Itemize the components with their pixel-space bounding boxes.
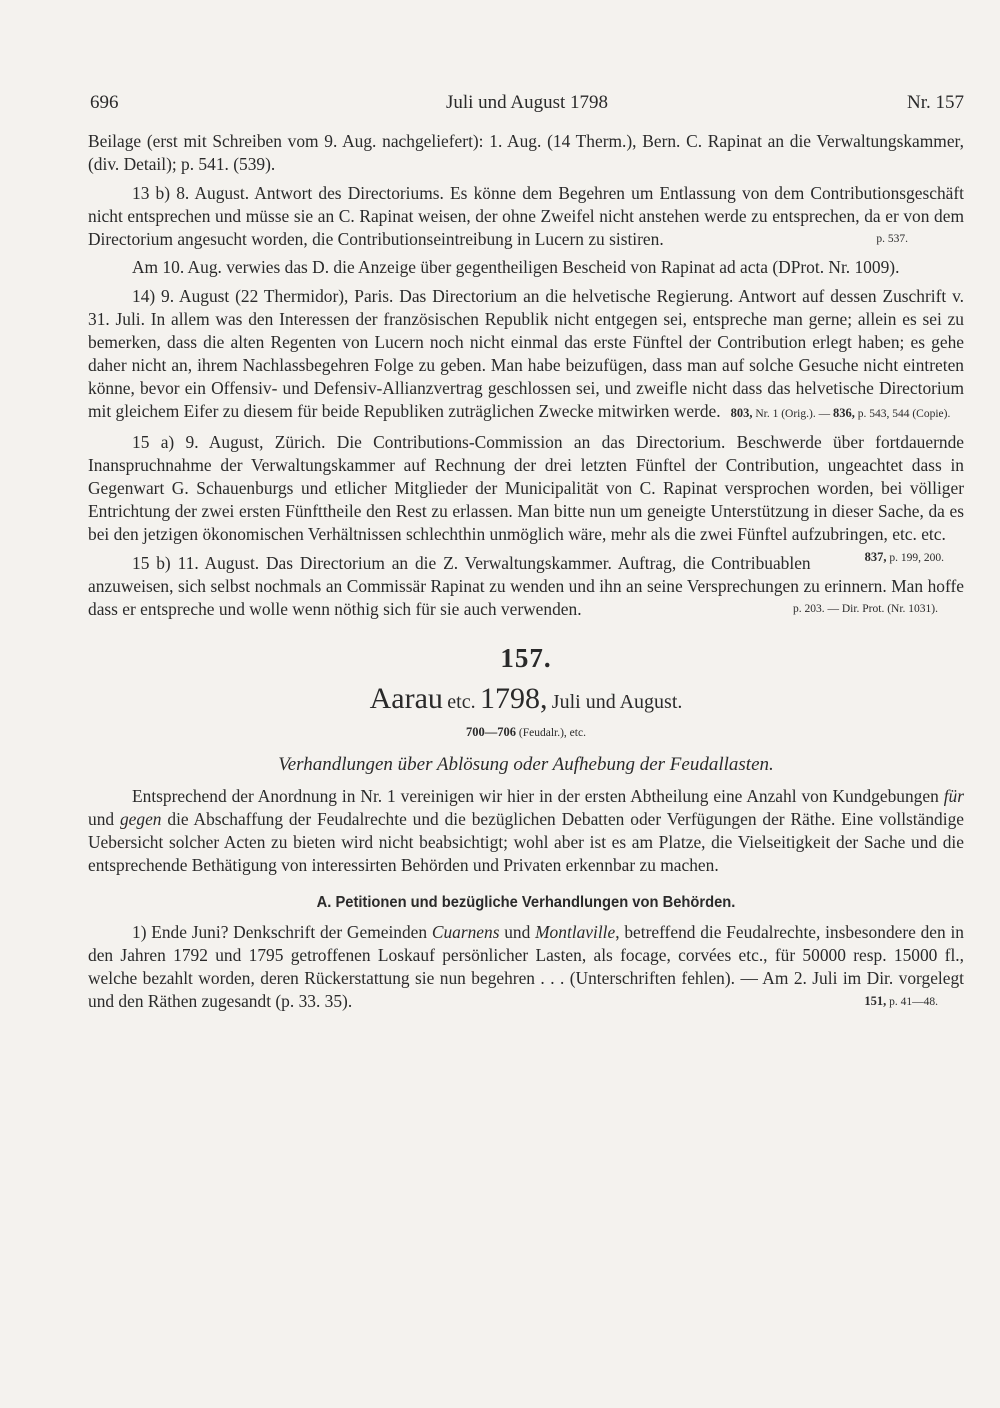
source-reference: 803, Nr. 1 (Orig.). — 836, p. 543, 544 (Copie). — [730, 405, 951, 420]
paragraph-beilage: Beilage (erst mit Schreiben vom 9. Aug. nachgeliefert): 1. Aug. (14 Therm.), Bern. C. Rapinat an die Verwaltungskammer, (div. Detail); p. 541. (539). — [88, 131, 964, 174]
subsection-heading: A. Petitionen und bezügliche Verhandlungen von Behörden. — [316, 893, 736, 911]
paragraph-entry-1: 1) Ende Juni? Denkschrift der Gemeinden Cuarnens und Montlaville, betreffend die Feudalrechte, insbesondere den in den Jahren 1792 und 1795 getroffenen Loskauf persönlicher Lasten, als focage, corvées etc., für 50000 resp. 15000 fl., welche bezahlt worden, deren Rückerstattung sie nun begehren . . . (Unterschriften fehlen). — Am 2. Juli im Dir. vorgelegt und den Räthen zugesandt (p. 33. 35). 151, p. 41—48. — [88, 921, 964, 1013]
page-body — [88, 130, 964, 1019]
paragraph-introduction: Entsprechend der Anordnung in Nr. 1 vereinigen wir hier in der ersten Abtheilung eine Anzahl von Kundgebungen für und gegen die Abschaffung der Feudalrechte und die bezüglichen Debatten oder Verfügungen der Räthe. Eine vollständige Uebersicht solcher Acten zu bieten wird nicht beabsichtigt; wohl aber ist es am Platze, die Vielseitigkeit der Sache und die entsprechende Bethätigung von interessirten Behörden und Privaten erkennbar zu machen. — [88, 785, 964, 875]
document-number: 157. — [500, 642, 552, 673]
paragraph-am-10-aug: Am 10. Aug. verwies das D. die Anzeige über gegentheiligen Bescheid von Rapinat ad acta (DProt. Nr. 1009). — [132, 257, 900, 278]
source-reference: p. 203. — Dir. Prot. (Nr. 1031). — [792, 602, 938, 615]
page-number: 696 — [90, 92, 119, 113]
paragraph-13b: 13 b) 8. August. Antwort des Directoriums. Es könne dem Begehren um Entlassung von dem Contributionsgeschäft nicht entsprechen und müsse sie an C. Rapinat weisen, der ohne Zweifel nicht anstehen werde zu entsprechen, da er von dem Directorium angesucht worden, die Contributionseintreibung in Lucern zu sistiren. p. 537. — [88, 182, 964, 249]
source-reference: 837, p. 199, 200. — [864, 550, 944, 565]
document-subject-heading: Verhandlungen über Ablösung oder Aufhebung der Feudallasten. — [278, 753, 774, 775]
source-reference: 151, p. 41—48. — [864, 993, 938, 1008]
document-title: Aarau etc. 1798, Juli und August. — [369, 681, 683, 715]
paragraph-14: 14) 9. August (22 Thermidor), Paris. Das Directorium an die helvetische Regierung. Antwort auf dessen Zuschrift v. 31. Juli. In allem was den Interessen der französischen Republik nicht entgegen sei, entspreche man gerne; allein es sei zu bemerken, dass die alten Regenten von Lucern noch nicht einmal das erste Fünftel der Contribution erlegt haben; es gehe daher nicht an, ihrem Nachlassbegehren Folge zu geben. Man habe beizufügen, dass man auf solche Gesuche nicht eintreten könne, bevor ein Offensiv- und Defensiv-Allianzvertrag geschlossen sei, und zweifle nicht dass das helvetische Directorium mit gleichem Eifer zu diesem für beide Republiken zuträglichen Zwecke mitwirken werde. 803, Nr. 1 (Orig.). — 836, p. 543, 544 (Copie). — [88, 285, 964, 421]
document-source-reference: 700—706 (Feudalr.), etc. — [466, 724, 586, 739]
source-reference: p. 537. — [876, 232, 908, 245]
section-number-header: Nr. 157 — [907, 92, 964, 113]
running-title: Juli und August 1798 — [445, 92, 609, 113]
paragraph-15b: 15 b) 11. August. Das Directorium an die Z. Verwaltungskammer. Auftrag, die Contribuablen anzuweisen, sich selbst nochmals an Commissär Rapinat zu wenden und ihn an seine Versprechungen zu erinnern. Man hoffe dass er entspreche und wolle wenn nöthig sich für sie auch verwenden. p. 203. — Dir. Prot. (Nr. 1031). — [88, 552, 964, 619]
paragraph-15a: 15 a) 9. August, Zürich. Die Contributions-Commission an das Directorium. Beschwerde über fortdauernde Inanspruchnahme der Verwaltungskammer auf Rechnung der drei letzten Fünftel der Contribution, ungeachtet dass in Gegenwart G. Schauenburgs und etlicher Mitglieder der Municipalität von C. Rapinat versprochen worden, bei völliger Entrichtung der zwei ersten Fünfttheile den Rest zu erlassen. Man bitte nun um geneigte Unterstützung in dieser Sache, da es bei den jetzigen ökonomischen Verhältnissen schlechthin unmöglich wäre, mehr als die zwei Fünftel aufzubringen, etc. etc. 837, p. 199, 200. — [88, 431, 964, 546]
page-header — [90, 92, 964, 118]
